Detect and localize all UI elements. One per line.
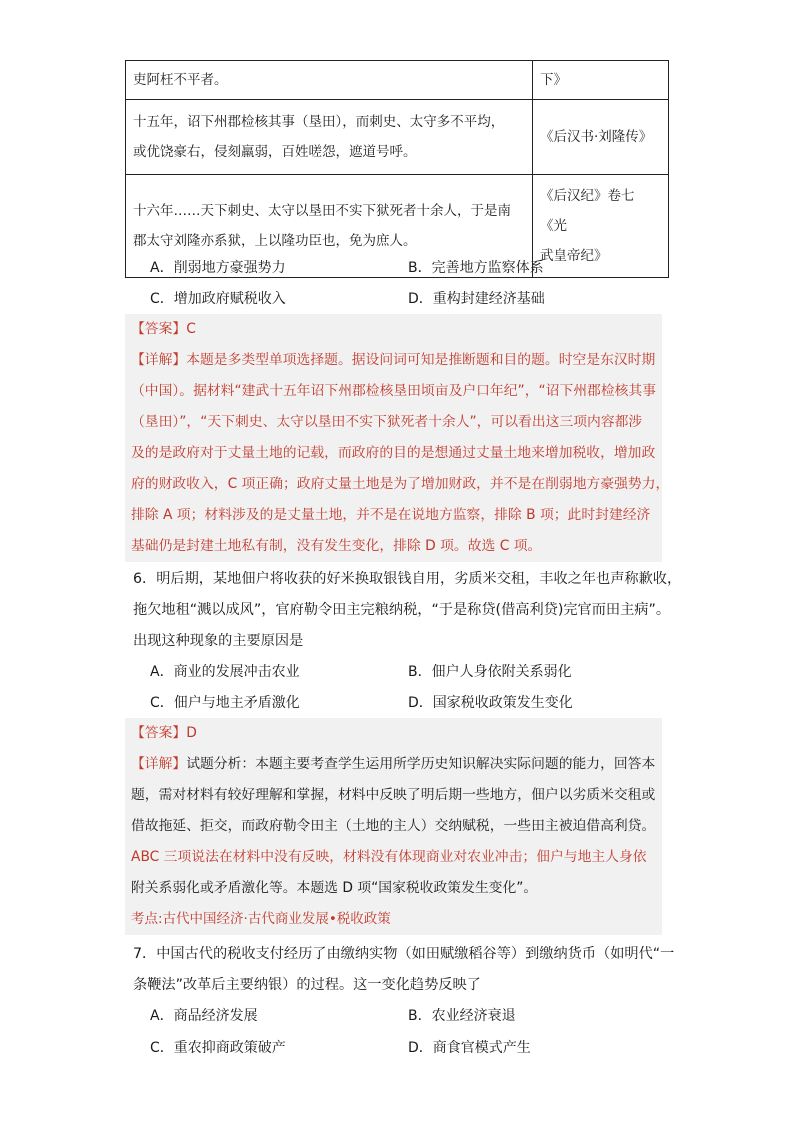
table-row <box>126 100 669 175</box>
option-a[interactable]: A．商业的发展冲击农业 <box>150 664 300 680</box>
table-cell-source: 下》 <box>533 61 669 100</box>
detail-line: （垦田）”，“天下刺史、太守以垦田不实下狱死者十余人”，可以看出这三项内容都涉 <box>131 414 643 430</box>
option-d[interactable]: D．重构封建经济基础 <box>408 291 545 307</box>
table-cell-source: 《后汉书·刘隆传》 <box>533 100 669 175</box>
question-stem-line: 拖欠地租“溅以成风”，官府勒令田主完粮纳税，“于是称贷(借高利贷)完官而田主病”。 <box>133 602 671 618</box>
cell-line: 十六年……天下刺史、太守以垦田不实下狱死者十余人，于是南 <box>133 203 511 219</box>
cell-line: 《后汉纪》卷七《光 <box>540 188 635 234</box>
option-c[interactable]: C．增加政府赋税收入 <box>150 291 286 307</box>
option-b[interactable]: B．农业经济衰退 <box>408 1008 516 1024</box>
detail-tag: 【详解】 <box>131 756 187 772</box>
detail-line: （中国）。据材料“建武十五年诏下州郡检核垦田顷亩及户口年纪”，“诏下州郡检核其事 <box>131 383 657 399</box>
option-b[interactable]: B．完善地方监察体系 <box>408 260 544 276</box>
option-d[interactable]: D．国家税收政策发生变化 <box>408 695 573 711</box>
answer-tag: 【答案】 <box>131 725 187 741</box>
q6-answer-block <box>125 718 662 935</box>
detail-line: ABC 三项说法在材料中没有反映，材料没有体现商业对农业冲击；佃户与地主人身依 <box>131 849 647 865</box>
answer-tag: 【答案】 <box>131 321 187 337</box>
table-cell-text <box>126 100 533 175</box>
option-b[interactable]: B．佃户人身依附关系弱化 <box>408 664 572 680</box>
detail-line: 【详解】本题是多类型单项选择题。据设问词可知是推断题和目的题。时空是东汉时期 <box>131 352 656 368</box>
answer-value: D <box>186 725 197 741</box>
cell-line: 武皇帝纪》 <box>540 248 608 264</box>
option-c[interactable]: C．重农抑商政策破产 <box>150 1040 286 1056</box>
table-cell-source <box>533 175 669 278</box>
option-c[interactable]: C．佃户与地主矛盾激化 <box>150 695 300 711</box>
question-stem-line: 出现这种现象的主要原因是 <box>133 633 304 649</box>
question-stem-line: 7．中国古代的税收支付经历了由缴纳实物（如田赋缴稻谷等）到缴纳货币（如明代“一 <box>133 946 675 962</box>
answer-line <box>131 319 196 339</box>
q5-answer-block <box>125 314 670 562</box>
kaodian-line: 考点:古代中国经济·古代商业发展•税收政策 <box>131 911 391 927</box>
question-stem-line: 6．明后期，某地佃户将收获的好米换取银钱自用，劣质米交租，丰收之年也声称歉收， <box>133 571 682 587</box>
detail-line: 及的是政府对于丈量土地的记载，而政府的目的是想通过丈量土地来增加税收，增加政 <box>131 445 656 461</box>
question-stem-line: 条鞭法”改革后主要纳银）的过程。这一变化趋势反映了 <box>133 977 481 993</box>
answer-line <box>131 723 197 743</box>
detail-line: 借故拖延、拒交，而政府勒令田主（土地的主人）交纳赋税，一些田主被迫借高利贷。 <box>131 818 656 834</box>
answer-value: C <box>186 321 196 337</box>
table-row <box>126 61 669 100</box>
option-d[interactable]: D．商食官模式产生 <box>408 1040 531 1056</box>
table-cell-text: 吏阿枉不平者。 <box>126 61 533 100</box>
detail-tag: 【详解】 <box>131 352 187 368</box>
detail-line: 题，需对材料有较好理解和掌握，材料中反映了明后期一些地方，佃户以劣质米交租或 <box>131 787 656 803</box>
source-table <box>125 60 669 278</box>
detail-line: 【详解】试题分析：本题主要考查学生运用所学历史知识解决实际问题的能力，回答本 <box>131 756 656 772</box>
cell-line: 或优饶豪右，侵刻羸弱，百姓嗟怨，遮道号呼。 <box>133 144 417 160</box>
detail-line: 排除 A 项；材料涉及的是丈量土地，并不是在说地方监察，排除 B 项；此时封建经济 <box>131 507 651 523</box>
detail-line: 附关系弱化或矛盾激化等。本题选 D 项“国家税收政策发生变化”。 <box>131 880 538 896</box>
detail-line: 府的财政收入，C 项正确；政府丈量土地是为了增加财政，并不是在削弱地方豪强势力， <box>131 476 670 492</box>
option-a[interactable]: A．商品经济发展 <box>150 1008 258 1024</box>
detail-line: 基础仍是封建土地私有制，没有发生变化，排除 D 项。故选 C 项。 <box>131 538 542 554</box>
cell-line: 郡太守刘隆亦系狱，上以隆功臣也，免为庶人。 <box>133 233 417 249</box>
option-a[interactable]: A．削弱地方豪强势力 <box>150 260 286 276</box>
cell-line: 十五年，诏下州郡检核其事（垦田），而刺史、太守多不平均， <box>133 114 505 130</box>
